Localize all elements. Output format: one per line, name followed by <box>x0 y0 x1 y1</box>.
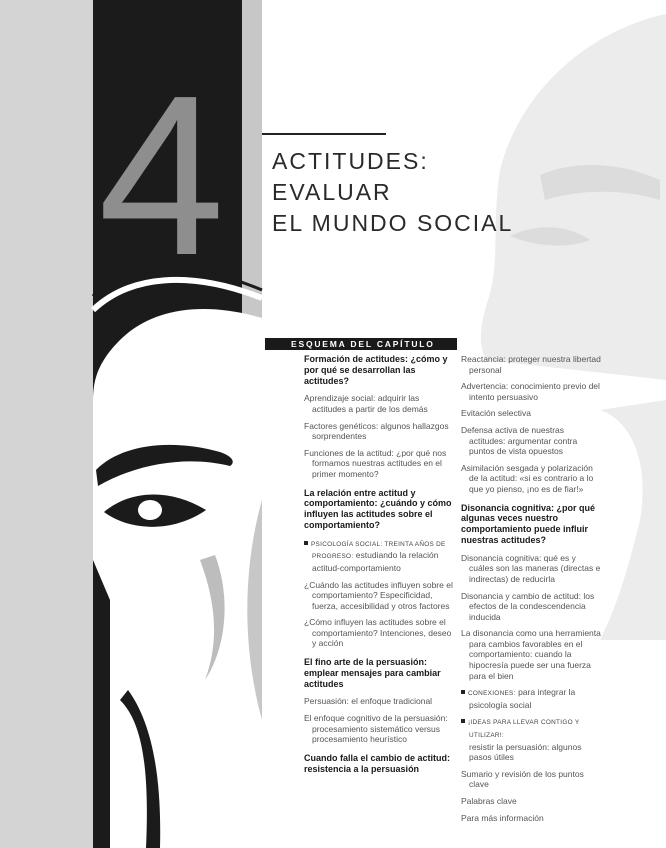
outline-boxed-item <box>304 538 454 574</box>
left-face-illustration <box>93 268 262 848</box>
square-bullet-icon <box>461 690 465 694</box>
feature-text: resistir la persuasión: algunos pasos útiles <box>469 741 582 763</box>
outline-item: Factores genéticos: algunos hallazgos sorprendentes <box>304 420 449 442</box>
left-gray-strip <box>0 0 93 848</box>
outline-item: Asimilación sesgada y polarización de la actitud: «si es contrario a lo que yo pienso, ¡no es de fiar!» <box>461 462 594 494</box>
outline-item: Defensa activa de nuestras actitudes: argumentar contra puntos de vista opuestos <box>461 424 578 457</box>
outline-item: El enfoque cognitivo de la persuasión: procesamiento sistemático versus procesamiento heurístico <box>304 713 448 745</box>
outline-item: ¿Cuándo las actitudes influyen sobre el comportamiento? Especificidad, fuerza, accesibilidad y otros factores <box>304 579 453 611</box>
section-heading: La relación entre actitud y comportamiento: ¿cuándo y cómo influyen las actitudes sobre el comportamiento? <box>304 487 452 530</box>
outline-item: Persuasión: el enfoque tradicional <box>304 696 433 707</box>
section-heading: Cuando falla el cambio de actitud: resistencia a la persuasión <box>304 752 451 774</box>
chapter-title-line-2: EVALUAR <box>272 179 392 205</box>
outline-item: Disonancia cognitiva: qué es y cuáles son las maneras (directas e indirectas) de reducirla <box>461 552 601 584</box>
chapter-title-line-1: ACTITUDES: <box>272 148 429 174</box>
title-rule <box>262 133 386 135</box>
outline-item: Funciones de la actitud: ¿por qué nos formamos nuestras actitudes en el primer momento? <box>304 447 447 479</box>
chapter-title <box>272 146 602 239</box>
outline-right-column <box>461 354 601 829</box>
outline-boxed-item <box>461 687 601 710</box>
outline-boxed-item <box>461 716 601 762</box>
section-heading: El fino arte de la persuasión: emplear mensajes para cambiar actitudes <box>304 657 441 689</box>
outline-item: Advertencia: conocimiento previo del intento persuasivo <box>461 381 600 402</box>
square-bullet-icon <box>461 719 465 723</box>
outline-item: Sumario y revisión de los puntos clave <box>461 768 584 790</box>
outline-item: ¿Cómo influyen las actitudes sobre el comportamiento? Intenciones, deseo y acción <box>304 617 452 649</box>
outline-left-column <box>304 354 454 781</box>
outline-item: Para más información <box>461 812 544 823</box>
chapter-title-line-3: EL MUNDO SOCIAL <box>272 210 514 236</box>
section-heading: Disonancia cognitiva: ¿por qué algunas veces nuestro comportamiento puede influir nuestras actitudes? <box>461 502 596 545</box>
feature-label: ¡IDEAS PARA LLEVAR CONTIGO Y UTILIZAR!: <box>468 719 580 740</box>
outline-item: Aprendizaje social: adquirir las actitudes a partir de los demás <box>304 393 428 414</box>
square-bullet-icon <box>304 541 308 545</box>
chapter-number: 4 <box>98 49 221 303</box>
outline-item: Disonancia y cambio de actitud: los efectos de la condescendencia inducida <box>461 590 595 622</box>
feature-label: PSICOLOGÍA SOCIAL: TREINTA AÑOS DE PROGRESO: <box>311 540 446 561</box>
outline-item: La disonancia como una herramienta para cambios favorables en el comportamiento: cuando la hipocresía puede ser una fuerza para el bien <box>461 628 601 681</box>
section-heading: Formación de actitudes: ¿cómo y por qué se desarrollan las actitudes? <box>304 354 448 386</box>
outline-item: Evitación selectiva <box>461 408 531 419</box>
outline-header: ESQUEMA DEL CAPÍTULO <box>265 338 457 350</box>
outline-item: Reactancia: proteger nuestra libertad personal <box>461 354 601 375</box>
feature-text: estudiando la relación actitud-comportamiento <box>312 550 439 573</box>
feature-text: para integrar la psicología social <box>469 687 576 710</box>
feature-label: CONEXIONES: <box>468 690 516 698</box>
outline-item: Palabras clave <box>461 796 517 806</box>
